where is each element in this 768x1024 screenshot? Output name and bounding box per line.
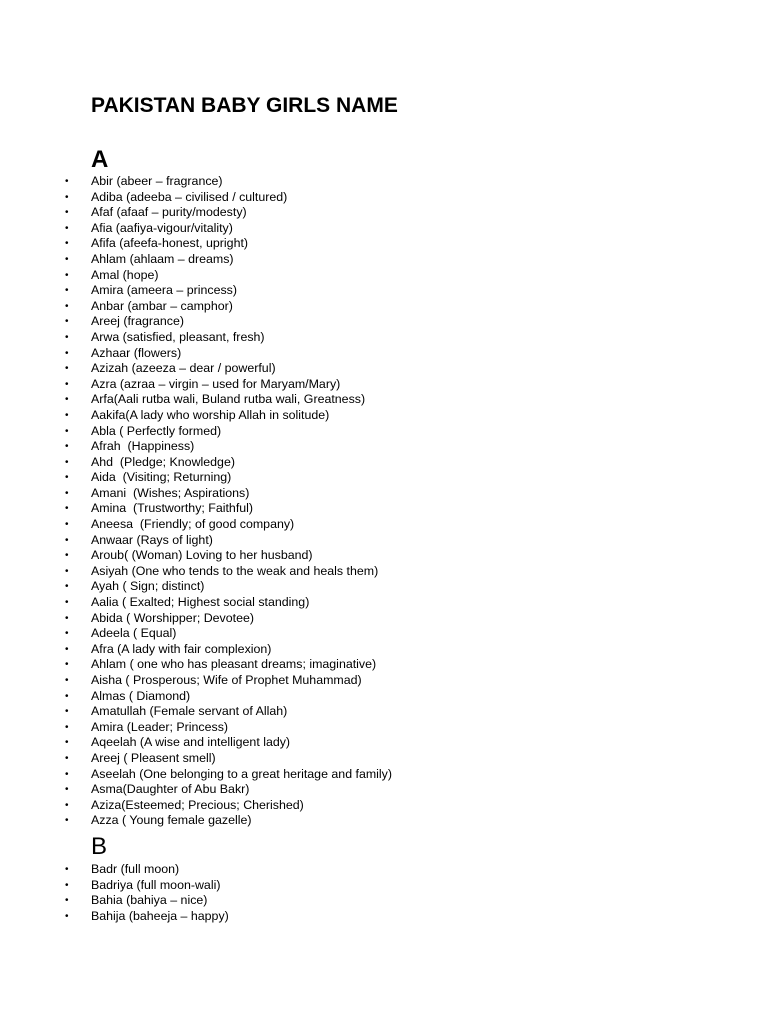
bullet-icon: • xyxy=(65,207,69,219)
name-entry: Afra (A lady with fair complexion) xyxy=(91,641,272,656)
name-entry: Afrah (Happiness) xyxy=(91,439,195,454)
name-entry: Amatullah (Female servant of Allah) xyxy=(91,704,288,719)
bullet-icon: • xyxy=(65,331,69,343)
name-entry: Abir (abeer – fragrance) xyxy=(91,174,223,188)
name-entry: Abida ( Worshipper; Devotee) xyxy=(91,610,254,625)
bullet-icon: • xyxy=(65,534,69,546)
name-entry: Ahlam ( one who has pleasant dreams; imaginative) xyxy=(91,657,377,672)
bullet-icon: • xyxy=(65,879,69,891)
bullet-icon: • xyxy=(65,659,69,671)
section-heading-b: B xyxy=(91,833,108,860)
name-entry: Asiyah (One who tends to the weak and heals them) xyxy=(91,563,379,578)
name-entry: Arwa (satisfied, pleasant, fresh) xyxy=(91,329,265,344)
bullet-icon: • xyxy=(65,269,69,281)
bullet-icon: • xyxy=(65,253,69,265)
bullet-icon: • xyxy=(65,721,69,733)
name-entry: Azza ( Young female gazelle) xyxy=(91,813,252,828)
name-entry: Areej ( Pleasent smell) xyxy=(91,750,216,765)
bullet-icon: • xyxy=(65,487,69,499)
bullet-icon: • xyxy=(65,238,69,250)
name-entry: Afifa (afeefa-honest, upright) xyxy=(91,236,249,251)
name-entry: Aalia ( Exalted; Highest social standing) xyxy=(91,595,310,610)
bullet-icon: • xyxy=(65,300,69,312)
name-entry: Adeela ( Equal) xyxy=(91,626,177,641)
bullet-icon: • xyxy=(65,597,69,609)
bullet-icon: • xyxy=(65,378,69,390)
bullet-icon: • xyxy=(65,706,69,718)
name-entry: Aqeelah (A wise and intelligent lady) xyxy=(91,735,291,750)
bullet-icon: • xyxy=(65,425,69,437)
bullet-icon: • xyxy=(65,519,69,531)
bullet-icon: • xyxy=(65,222,69,234)
name-entry: Bahia (bahiya – nice) xyxy=(91,893,208,908)
name-entry: Azhaar (flowers) xyxy=(91,345,182,360)
name-entry: Amani (Wishes; Aspirations) xyxy=(91,485,250,500)
bullet-icon: • xyxy=(65,768,69,780)
bullet-icon: • xyxy=(65,675,69,686)
bullet-icon: • xyxy=(65,612,69,624)
bullet-icon: • xyxy=(65,784,69,796)
bullet-icon: • xyxy=(65,285,69,297)
bullet-icon: • xyxy=(65,565,69,577)
name-entry: Ahd (Pledge; Knowledge) xyxy=(91,454,235,469)
name-entry: Aziza(Esteemed; Precious; Cherished) xyxy=(91,797,304,812)
bullet-icon: • xyxy=(65,752,69,764)
bullet-icon: • xyxy=(65,441,69,453)
name-entry: Anbar (ambar – camphor) xyxy=(91,298,233,313)
bullet-icon: • xyxy=(65,191,69,203)
name-entry: Adiba (adeeba – civilised / cultured) xyxy=(91,189,288,204)
name-entry: Aroub( (Woman) Loving to her husband) xyxy=(91,548,313,563)
bullet-icon: • xyxy=(65,176,69,187)
name-entry: Areej (fragrance) xyxy=(91,314,184,329)
name-entry: Aakifa(A lady who worship Allah in solitude) xyxy=(91,407,330,422)
bullet-icon: • xyxy=(65,815,69,827)
name-entry: Aseelah (One belonging to a great heritage and family) xyxy=(91,766,393,781)
bullet-icon: • xyxy=(65,394,69,406)
bullet-icon: • xyxy=(65,628,69,640)
name-entry: Asma(Daughter of Abu Bakr) xyxy=(91,782,250,797)
name-entry: Anwaar (Rays of light) xyxy=(91,532,213,547)
name-entry: Amal (hope) xyxy=(91,267,159,282)
name-entry: Afia (aafiya-vigour/vitality) xyxy=(91,220,233,235)
bullet-icon: • xyxy=(65,347,69,359)
section-heading-a: A xyxy=(91,146,109,173)
bullet-icon: • xyxy=(65,737,69,749)
name-entry: Arfa(Aali rutba wali, Buland rutba wali, Greatness) xyxy=(91,392,366,407)
bullet-icon: • xyxy=(65,864,69,875)
name-entry: Amira (Leader; Princess) xyxy=(91,719,229,734)
name-entry: Aisha ( Prosperous; Wife of Prophet Muhammad) xyxy=(91,673,362,687)
name-entry: Badr (full moon) xyxy=(91,862,180,876)
name-entry: Bahija (baheeja – happy) xyxy=(91,908,229,923)
bullet-icon: • xyxy=(65,690,69,702)
bullet-icon: • xyxy=(65,643,69,655)
bullet-icon: • xyxy=(65,409,69,421)
name-entry: Ahlam (ahlaam – dreams) xyxy=(91,251,234,266)
name-entry: Abla ( Perfectly formed) xyxy=(91,423,222,438)
bullet-icon: • xyxy=(65,363,69,375)
name-entry: Azra (azraa – virgin – used for Maryam/Mary) xyxy=(91,376,341,391)
name-entry: Badriya (full moon-wali) xyxy=(91,877,221,892)
name-entry: Amira (ameera – princess) xyxy=(91,283,237,298)
name-entry: Aida (Visiting; Returning) xyxy=(91,470,232,485)
name-entry: Azizah (azeeza – dear / powerful) xyxy=(91,361,276,376)
bullet-icon: • xyxy=(65,895,69,907)
bullet-icon: • xyxy=(65,472,69,484)
bullet-icon: • xyxy=(65,799,69,811)
name-entry: Amina (Trustworthy; Faithful) xyxy=(91,501,254,516)
name-entry: Afaf (afaaf – purity/modesty) xyxy=(91,205,247,220)
bullet-icon: • xyxy=(65,550,69,562)
bullet-icon: • xyxy=(65,910,69,922)
name-entry: Aneesa (Friendly; of good company) xyxy=(91,517,295,532)
name-entry: Ayah ( Sign; distinct) xyxy=(91,579,205,594)
bullet-icon: • xyxy=(65,316,69,328)
bullet-icon: • xyxy=(65,456,69,468)
name-entry: Almas ( Diamond) xyxy=(91,688,191,703)
bullet-icon: • xyxy=(65,581,69,593)
page-title: PAKISTAN BABY GIRLS NAME xyxy=(91,94,398,117)
bullet-icon: • xyxy=(65,503,69,515)
